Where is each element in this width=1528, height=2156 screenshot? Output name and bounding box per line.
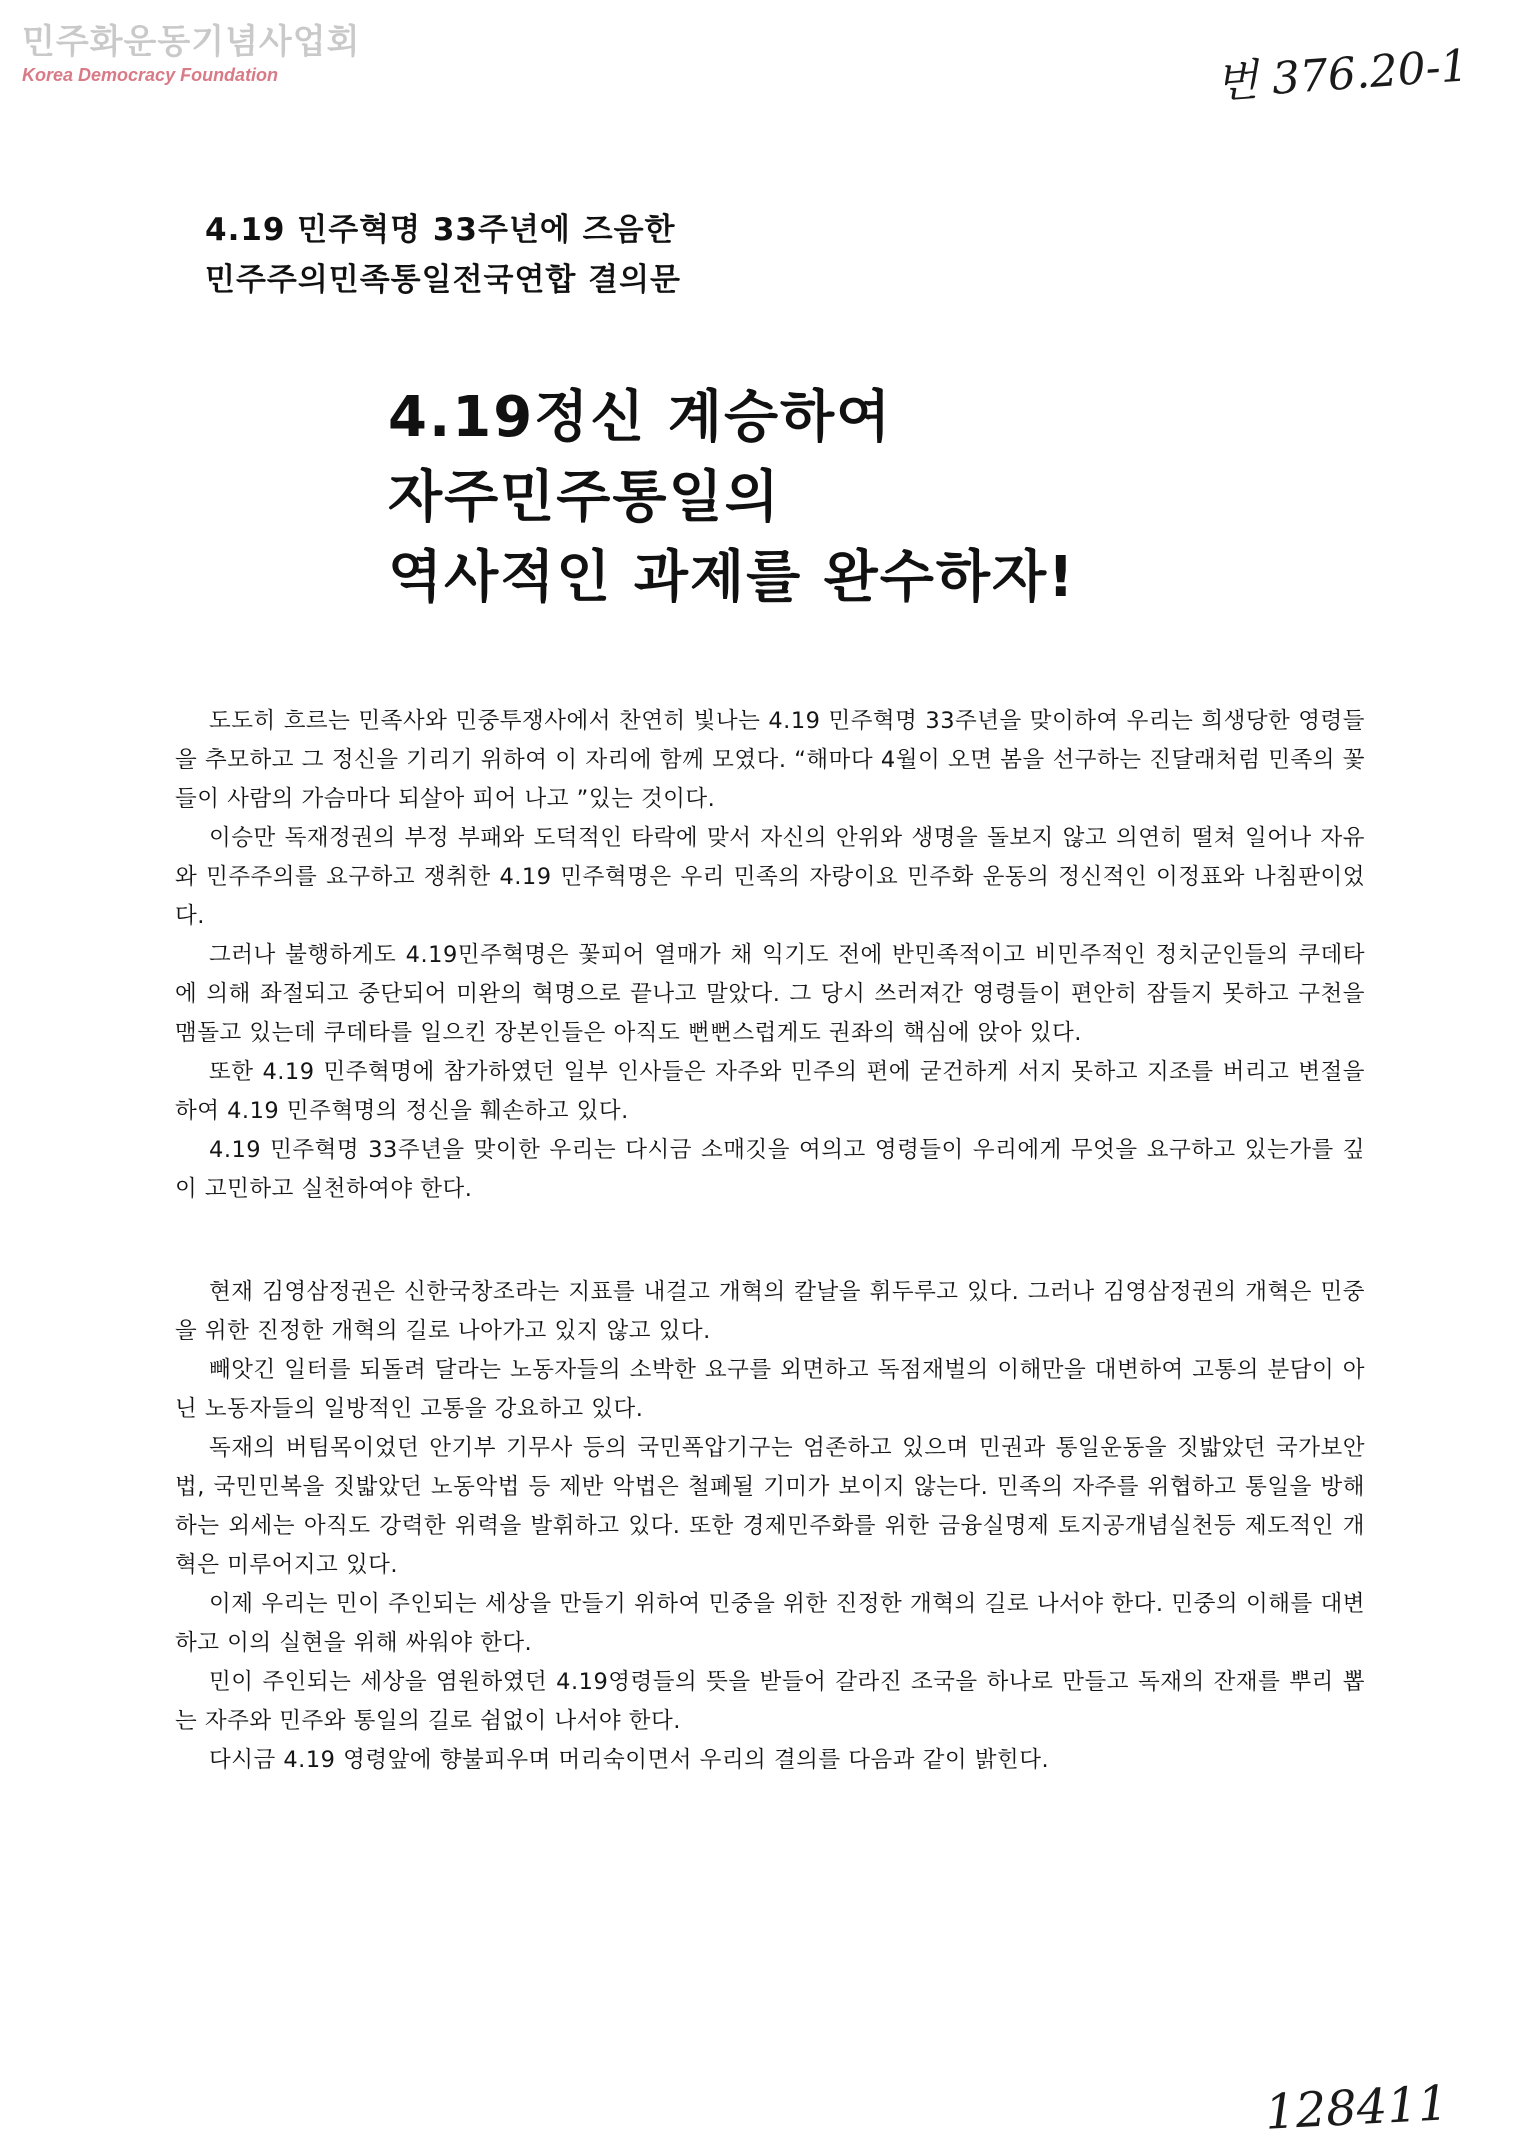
document-header: [205, 205, 681, 305]
title-line-1: 4.19정신 계승하여: [388, 385, 893, 450]
document-body: [175, 702, 1365, 1780]
document-title: [388, 378, 1076, 618]
body-paragraph: 그러나 불행하게도 4.19민주혁명은 꽃피어 열매가 채 익기도 전에 반민족적이고 비민주적인 정치군인들의 쿠데타에 의해 좌절되고 중단되어 미완의 혁명으로 끝나고 말았다. 그 당시 쓰러져간 영령들이 편안히 잠들지 못하고 구천을 맴돌고 있는데 쿠데타를 일으킨 장본인들은 아직도 뻔뻔스럽게도 권좌의 핵심에 앉아 있다.: [175, 942, 1365, 1046]
body-paragraph: 도도히 흐르는 민족사와 민중투쟁사에서 찬연히 빛나는 4.19 민주혁명 33주년을 맞이하여 우리는 희생당한 영령들을 추모하고 그 정신을 기리기 위하여 이 자리에 함께 모였다. “해마다 4월이 오면 봄을 선구하는 진달래처럼 민족의 꽃들이 사람의 가슴마다 되살아 피어 나고 ”있는 것이다.: [175, 708, 1365, 812]
title-line-3: 역사적인 과제를 완수하자!: [388, 545, 1076, 610]
body-paragraph: 독재의 버팀목이었던 안기부 기무사 등의 국민폭압기구는 엄존하고 있으며 민권과 통일운동을 짓밟았던 국가보안법, 국민민복을 짓밟았던 노동악법 등 제반 악법은 철폐될 기미가 보이지 않는다. 민족의 자주를 위협하고 통일을 방해하는 외세는 아직도 강력한 위력을 발휘하고 있다. 또한 경제민주화를 위한 금융실명제 토지공개념실천등 제도적인 개혁은 미루어지고 있다.: [175, 1435, 1365, 1578]
body-paragraph: 다시금 4.19 영령앞에 향불피우며 머리숙이면서 우리의 결의를 다음과 같이 밝힌다.: [209, 1747, 1050, 1773]
handwritten-reference-number: 번 376.20-1: [1213, 40, 1471, 109]
body-paragraph: 현재 김영삼정권은 신한국창조라는 지표를 내걸고 개혁의 칼날을 휘두루고 있다. 그러나 김영삼정권의 개혁은 민중을 위한 진정한 개혁의 길로 나아가고 있지 않고 있다.: [175, 1279, 1365, 1344]
header-line-1: 4.19 민주혁명 33주년에 즈음한: [205, 212, 676, 248]
watermark-logo: [22, 22, 360, 86]
header-line-2: 민주주의민족통일전국연합 결의문: [205, 262, 681, 298]
body-paragraph: 이제 우리는 민이 주인되는 세상을 만들기 위하여 민중을 위한 진정한 개혁의 길로 나서야 한다. 민중의 이해를 대변하고 이의 실현을 위해 싸워야 한다.: [175, 1591, 1365, 1656]
title-line-2: 자주민주통일의: [388, 465, 781, 530]
section-gap: [175, 1209, 1365, 1273]
watermark-org-english: Korea Democracy Foundation: [22, 65, 279, 85]
body-paragraph: 4.19 민주혁명 33주년을 맞이한 우리는 다시금 소매깃을 여의고 영령들이 우리에게 무엇을 요구하고 있는가를 깊이 고민하고 실천하여야 한다.: [175, 1137, 1365, 1202]
handwritten-page-number: 128411: [1263, 2075, 1450, 2141]
watermark-org-korean: 민주화운동기념사업회: [22, 22, 361, 62]
body-paragraph: 빼앗긴 일터를 되돌려 달라는 노동자들의 소박한 요구를 외면하고 독점재벌의 이해만을 대변하여 고통의 분담이 아닌 노동자들의 일방적인 고통을 강요하고 있다.: [175, 1357, 1365, 1422]
body-paragraph: 또한 4.19 민주혁명에 참가하였던 일부 인사들은 자주와 민주의 편에 굳건하게 서지 못하고 지조를 버리고 변절을 하여 4.19 민주혁명의 정신을 훼손하고 있다.: [175, 1059, 1365, 1124]
body-paragraph: 이승만 독재정권의 부정 부패와 도덕적인 타락에 맞서 자신의 안위와 생명을 돌보지 않고 의연히 떨쳐 일어나 자유와 민주주의를 요구하고 쟁취한 4.19 민주혁명은 우리 민족의 자랑이요 민주화 운동의 정신적인 이정표와 나침판이었다.: [175, 825, 1365, 929]
body-paragraph: 민이 주인되는 세상을 염원하였던 4.19영령들의 뜻을 받들어 갈라진 조국을 하나로 만들고 독재의 잔재를 뿌리 뽑는 자주와 민주와 통일의 길로 쉼없이 나서야 한다.: [175, 1669, 1365, 1734]
